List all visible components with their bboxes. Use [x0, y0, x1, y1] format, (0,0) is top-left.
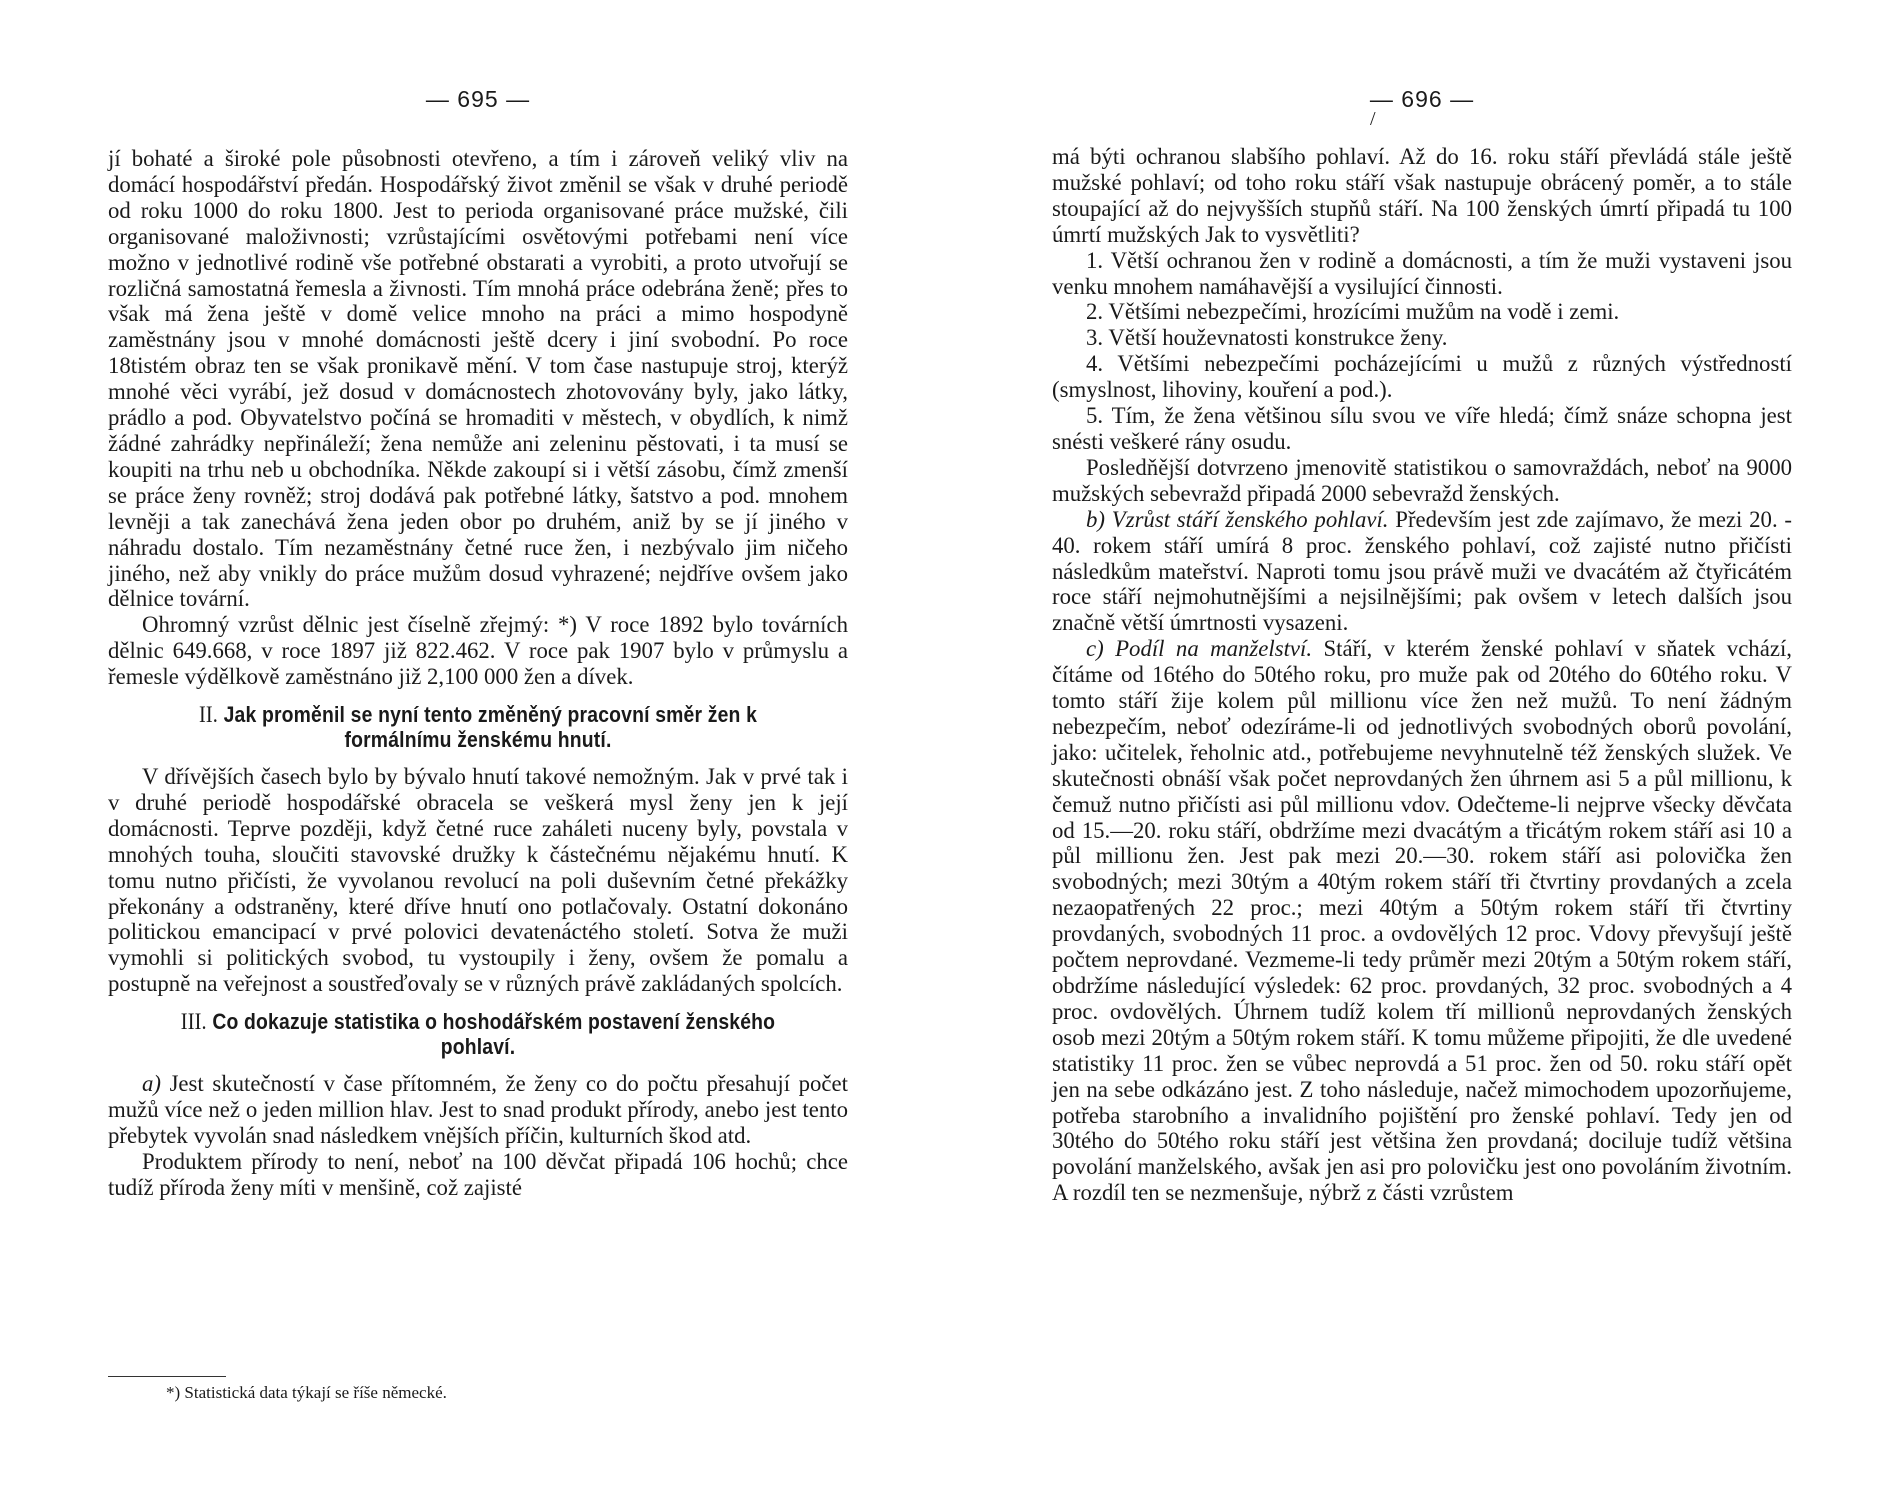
- footnote: *) Statistická data týkají se říše německé.: [166, 1383, 447, 1402]
- section-number: III.: [180, 1009, 207, 1035]
- paragraph-title: Vzrůst stáří ženského pohlaví.: [1111, 506, 1389, 532]
- paragraph: má býti ochranou slabšího pohlaví. Až do 16. roku stáří převládá stále ještě mužské pohlaví; od toho roku stáří však nastupuje obrácený poměr, a to stále stoupající až do nejvyšších stupňů stáří. Na 100 ženských úmrtí připadá tu 100 úmrtí mužských Jak to vysvětliti?: [1052, 144, 1792, 247]
- paragraph-title: Podíl na manželství.: [1115, 636, 1313, 662]
- paragraph: [1052, 636, 1792, 1206]
- stray-mark: /: [1370, 108, 1376, 130]
- paragraph: Produktem přírody to není, neboť na 100 děvčat připadá 106 hochů; chce tudíž příroda ženy míti v menšině, což zajisté: [108, 1148, 848, 1200]
- list-item: 5. Tím, že žena většinou sílu svou ve víře hledá; čímž snáze schopna jest snésti veškeré rány osudu.: [1052, 403, 1792, 454]
- paragraph: [1052, 507, 1792, 637]
- list-item: 4. Většími nebezpečími pocházejícími u mužů z různých výstředností (smyslnost, lihoviny, kouření a pod.).: [1052, 351, 1792, 403]
- list-item: 3. Větší houževnatosti konstrukce ženy.: [1086, 325, 1448, 351]
- list-item: 2. Většími nebezpečími, hrozícími mužům na vodě i zemi.: [1086, 299, 1620, 325]
- page-number-left: — 695 —: [425, 86, 531, 112]
- right-page: [1052, 0, 1792, 1500]
- paragraph: Ohromný vzrůst dělnic jest číselně zřejmý: *) V roce 1892 bylo továrních dělnic 649.668, v roce 1897 již 822.462. V roce pak 1907 bylo v průmyslu a řemesle výdělkově zaměstnáno již 2,100 000 žen a dívek.: [108, 612, 848, 690]
- paragraph: V dřívějších časech bylo by bývalo hnutí takové nemožným. Jak v prvé tak i v druhé periodě hospodářské obracela se veškerá mysl ženy jen k její domácnosti. Teprve později, když četné ruce zaháleti nuceny byly, povstala v mnohých touha, sloučiti stavovské družky k částečnému nějakému hnutí. K tomu nutno přičísti, že vyvolanou revolucí na poli duševním četné překážky překonány a odstraněny, které dříve hnutí ono potlačovaly. Ostatní dokonáno politickou emancipací v prvé polovici devatenáctého století. Sotva že muži vymohli si politických svobod, tu vystoupily i ženy, ovšem že pomalu a postupně na veřejnost a soustřeďovaly se v různých právě zakládaných spolcích.: [108, 764, 848, 997]
- left-page: [108, 0, 848, 1500]
- paragraph-label: b): [1086, 506, 1105, 532]
- section-title: Jak proměnil se nyní tento změněný pracovní směr žen k formálnímu ženskému hnutí.: [223, 702, 758, 753]
- footnote-divider: [108, 1376, 226, 1377]
- right-page-text: [1052, 144, 1792, 1206]
- section-heading-ii: [152, 702, 803, 752]
- paragraph: jí bohaté a široké pole působnosti otevřeno, a tím i zároveň veliký vliv na domácí hospodářství předán. Hospodářský život změnil se však v druhé periodě od roku 1000 do roku 1800. Jest to perioda organisované práce mužské, čili organisované maloživnosti; vzrůstajícími osvětovými potřebami není více možno v jednotlivé rodině vše potřebné obstarati a vyrobiti, a proto utvořují se rozličná samostatná řemesla a živnosti. Tím mnohá práce odebrána ženě; přes to však má žena ještě v domě velice mnoho na práci a mimo hospodyně zaměstnány jsou v mnohé domácnosti ještě dcery i jiní svobodní. Po roce 18tistém obraz ten se však pronikavě mění. V tom čase nastupuje stroj, kterýž mnohé věci vyrábí, jež dosud v domácnostech zhotovovány byly, jako látky, prádlo a pod. Obyvatelstvo počíná se hromaditi v městech, v obydlích, k nimž žádné zahrádky nepřináleží; žena nemůže ani zeleninu pěstovati, i ta musí se koupiti na trhu neb u obchodníka. Někde zakoupí si i větší zásobu, čímž zmenší se práce ženy rovněž; stroj dodává pak potřebné látky, šatstvo a pod. mnohem levněji a tak zanechává žena jeden obor po druhém, aniž by se jí jiného v náhradu dostalo. Tím nezaměstnány četné ruce žen, i nezbývalo jim ničeho jiného, než aby vnikly do práce mužům dosud vyhrazené; nejdříve ovšem jako dělnice tovární.: [108, 146, 848, 612]
- section-title: Co dokazuje statistika o hoshodářském postavení ženského pohlaví.: [212, 1009, 776, 1060]
- paragraph-label: a): [142, 1071, 161, 1097]
- paragraph-text: Stáří, v kterém ženské pohlaví v sňatek vchází, čítáme od 16tého do 50tého roku, pro muže pak od 20tého do 60tého roku. V tomto stáří žije kolem půl millionu více žen než mužů. To není žádným nebezpečím, neboť odezíráme-li od jednotlivých svobodných oborů povolání, jako: učitelek, řeholnic atd., potřebujeme nevyhnutelně též ženských služek. Ve skutečnosti obnáší však počet neprovdaných žen úhrnem asi 5 a půl millionu, k čemuž nutno přičísti asi půl millionu vdov. Odečteme-li nejprve všecky děvčata od 15.—20. roku stáří, obdržíme mezi dvacátým a třicátým rokem stáří asi 10 a půl millionu žen. Jest pak mezi 20.—30. rokem stáří asi polovička žen svobodných; mezi 30tým a 40tým rokem stáří tři čtvrtiny provdaných a zcela nezaopatřených 22 proc.; mezi 40tým a 50tým rokem stáří tři čtvrtiny provdaných, svobodných 11 proc. a ovdovělých 12 proc. Vdovy převyšují ještě počtem neprovdané. Vezmeme-li tedy průměr mezi 20tým a 50tým rokem stáří, obdržíme následující výsledek: 62 proc. provdaných, 32 proc. svobodných a 4 proc. ovdovělých. Úhrnem tudíž kolem tří millionů neprovdaných ženských osob mezi 20tým a 50tým rokem stáří. K tomu můžeme připojiti, že dle uvedené statistiky 11 proc. žen se vůbec neprovdá a 51 proc. žen od 50. roku stáří opět jen na sebe odkázáno jest. Z toho následuje, načež mimochodem upozorňujeme, potřeba starobního a invalidního pojištění pro ženské pohlaví. Tedy jen od 30tého do 50tého roku stáří jest většina žen provdaná; dociluje tudíž většina povolání manželského, avšak jen asi pro polovičku jest ono povoláním životním. A rozdíl ten se nezmenšuje, nýbrž z části vzrůstem: [1052, 636, 1792, 1206]
- section-number: II.: [198, 702, 219, 728]
- paragraph: Posledňější dotvrzeno jmenovitě statistikou o samovraždách, neboť na 9000 mužských sebevražd připadá 2000 sebevražd ženských.: [1052, 454, 1792, 506]
- page-number-right: — 696 —: [1369, 86, 1475, 112]
- paragraph: [108, 1071, 848, 1149]
- paragraph-label: c): [1086, 636, 1104, 662]
- paragraph-text: Jest skutečností v čase přítomném, že ženy co do počtu přesahují počet mužů více než o jeden million hlav. Jest to snad produkt přírody, anebo jest tento přebytek vyvolán snad následkem vnějších příčin, kulturních škod atd.: [108, 1071, 848, 1148]
- left-page-text: [108, 146, 848, 1201]
- paragraph-text: Především jest zde zajímavo, že mezi 20. - 40. rokem stáří umírá 8 proc. ženského pohlaví, což zajisté nutno přičísti následkům mateřství. Naproti tomu jsou právě muži ve dvacátém až čtyřicátém roce stáří nejmohutnějšími a nejsilnějšími; pak ovšem v letech dalších jsou značně větší úmrtnosti vysazeni.: [1052, 506, 1792, 636]
- list-item: 1. Větší ochranou žen v rodině a domácnosti, a tím že muži vystaveni jsou venku mnohem namáhavější a vysilující činnosti.: [1052, 247, 1792, 299]
- section-heading-iii: [152, 1009, 803, 1059]
